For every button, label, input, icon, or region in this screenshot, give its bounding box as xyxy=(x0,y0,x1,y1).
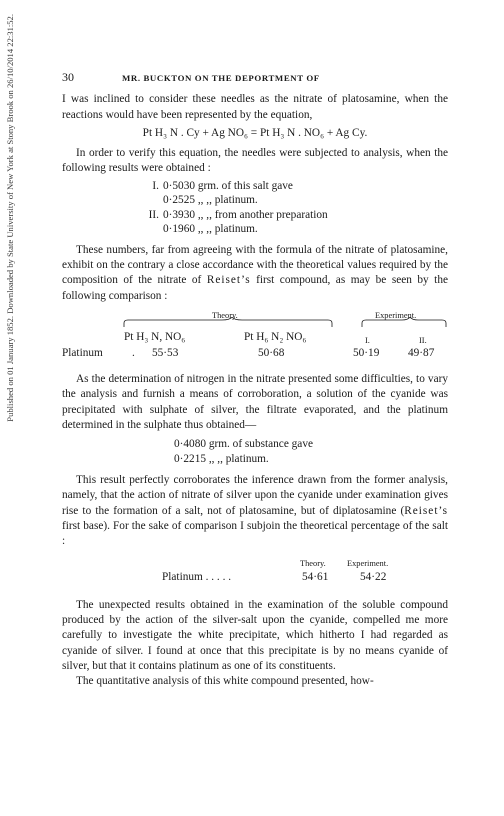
result-label: I. xyxy=(152,179,159,192)
comparison-table xyxy=(62,308,448,370)
equation: Pt H₃ N . Cy + Ag NO₆ = Pt H₃ N . NO₆ + Ag Cy. xyxy=(142,126,368,139)
percentage-table xyxy=(62,556,448,590)
page-header xyxy=(62,70,448,86)
theory-header-2: Theory. xyxy=(300,558,326,568)
experiment-brace xyxy=(362,317,446,327)
paragraph-5 xyxy=(62,473,448,549)
paragraph-6: The unexpected results obtained in the examination of the soluble compound produced by the action of the silver-salt upon the cyanide, compelled me more carefully to investigate the white precipitate, which hitherto I had regarded as cyanide of silver. I found at once that this precipitate is by no means cyanide of silver, but that it contains platinum as one of its constituents. xyxy=(62,598,448,672)
download-watermark xyxy=(4,14,16,554)
experiment-col-2: II. xyxy=(419,335,427,345)
value-experiment: 54·22 xyxy=(360,570,387,583)
substance-line: 0·2215 ,, ,, platinum. xyxy=(174,453,269,466)
paragraph-3-text-a: These numbers, far from agreeing with the formula of the nitrate of platosamine, exhibit on the contrary a close accordance with the theoretical values required by the composition of the nitrate of xyxy=(62,243,448,287)
paragraph-5-text-a: This result perfectly corroborates the inference drawn from the former analysis, namely, that the action of nitrate of silver upon the cyanide under examination gives rise to the formation of a salt, not of platosamine, but of diplatosamine ( xyxy=(62,474,448,517)
column-braces xyxy=(122,317,448,329)
result-label xyxy=(62,193,163,208)
value-theory: 54·61 xyxy=(302,570,329,583)
author-name: Reiset’s xyxy=(404,504,448,517)
paragraph-4: As the determination of nitrogen in the nitrate presented some difficulties, to vary the analysis and furnish a means of corroboration, a solution of the cyanide was precipitated with sulphate of silver, the filtrate evaporated, and the platinum determined in the sulphate thus obtained— xyxy=(62,372,448,431)
paragraph-2: In order to verify this equation, the needles were subjected to analysis, when the following results were obtained : xyxy=(62,147,448,175)
row-label-platinum-2: Platinum . . . . . xyxy=(162,570,232,583)
value-experiment-1: 50·19 xyxy=(353,346,380,359)
result-row xyxy=(62,208,448,223)
experiment-col-1: I. xyxy=(365,335,370,345)
result-text: 0·2525 ,, ,, platinum. xyxy=(163,194,258,207)
running-title: MR. BUCKTON ON THE DEPORTMENT OF xyxy=(122,73,320,83)
result-row xyxy=(62,193,448,208)
experiment-header-2: Experiment. xyxy=(347,558,389,568)
result-text: 0·1960 ,, ,, platinum. xyxy=(163,223,258,236)
paragraph-1: I was inclined to consider these needles as the nitrate of platosamine, when the reactions would have been represented by the equation, xyxy=(62,93,448,121)
result-text: 0·3930 ,, ,, from another preparation xyxy=(163,208,328,221)
result-label xyxy=(62,222,163,237)
theory-header: Theory. xyxy=(212,310,238,320)
paragraph-3 xyxy=(62,243,448,304)
result-row xyxy=(62,222,448,237)
author-name: Reiset’s xyxy=(206,274,251,287)
value-experiment-2: 49·87 xyxy=(408,346,435,359)
formula-diplatosamine: Pt H₆ N₂ NO₆ xyxy=(244,330,307,343)
paragraph-7: The quantitative analysis of this white compound presented, how- xyxy=(76,675,374,688)
theory-brace xyxy=(124,317,332,327)
formula-platosamine: Pt H₃ N, NO₆ xyxy=(124,330,186,343)
page-body xyxy=(62,70,448,689)
download-watermark-text: Published on 01 January 1852. Downloaded by State University of New York at Stony Brook on 26/10/2014 22:31:52. xyxy=(5,14,15,422)
row-dot: . xyxy=(132,346,135,359)
value-theory-1: 55·53 xyxy=(152,346,179,359)
row-label-platinum: Platinum xyxy=(62,346,103,359)
paragraph-3-text-b: first compound, as may be seen by the following comparison : xyxy=(62,274,448,302)
result-label: II. xyxy=(148,208,159,221)
experiment-header: Experiment. xyxy=(375,310,417,320)
substance-block xyxy=(62,437,448,467)
result-row xyxy=(62,179,448,194)
page-number: 30 xyxy=(62,70,74,84)
substance-line: 0·4080 grm. of substance gave xyxy=(174,438,313,451)
paragraph-5-text-b: first base). For the sake of comparison I subjoin the theoretical percentage of the salt : xyxy=(62,520,448,548)
results-list xyxy=(62,179,448,237)
value-theory-2: 50·68 xyxy=(258,346,285,359)
result-text: 0·5030 grm. of this salt gave xyxy=(163,179,293,192)
